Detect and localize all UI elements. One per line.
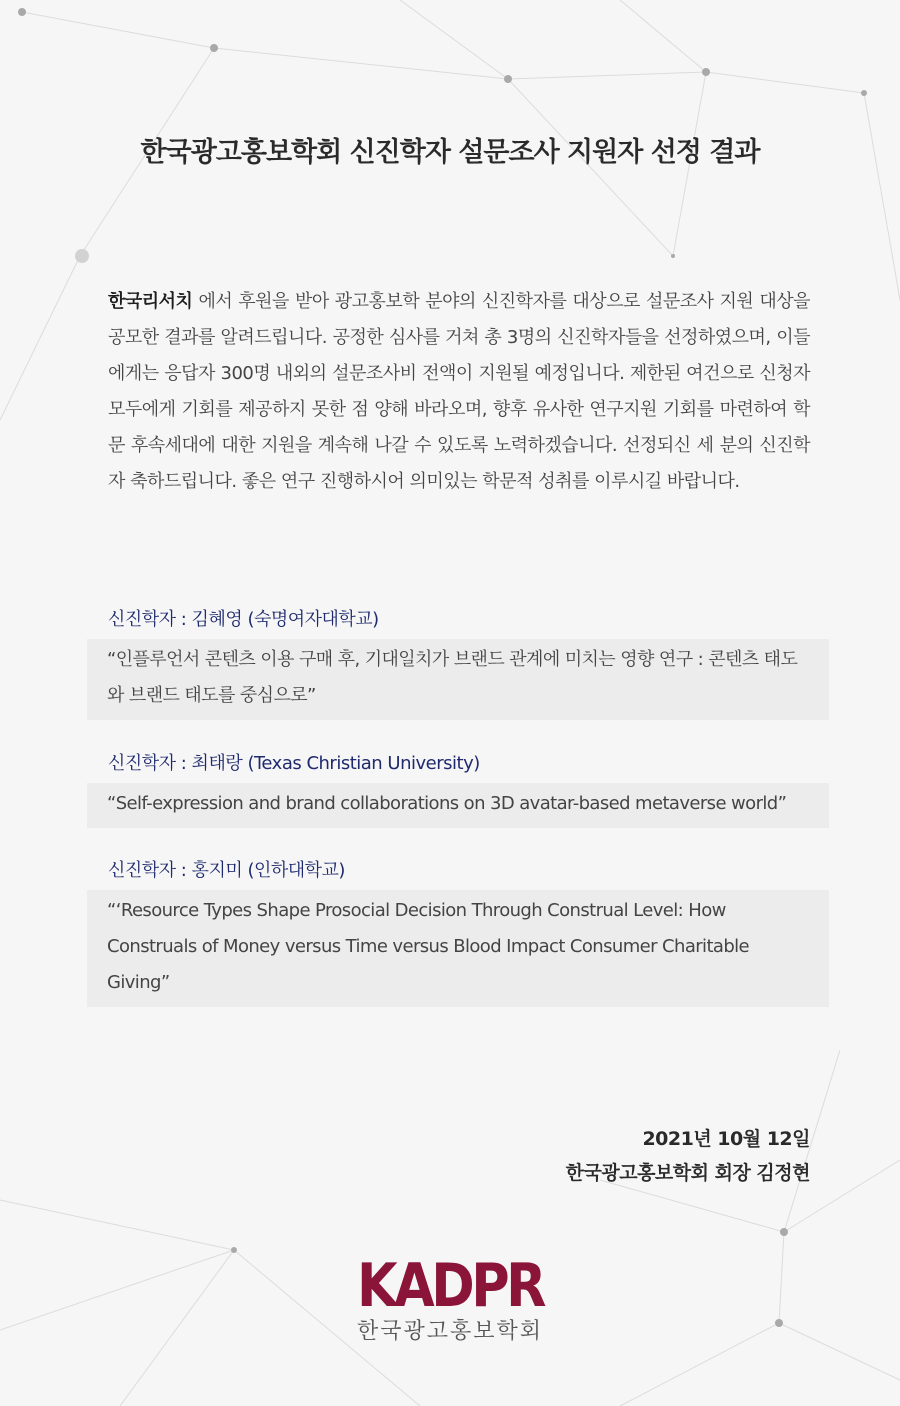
issue-date: 2021년 10월 12일	[642, 1128, 810, 1150]
research-title-box: “인플루언서 콘텐츠 이용 구매 후, 기대일치가 브랜드 관계에 미치는 영향 연구 : 콘텐츠 태도와 브랜드 태도를 중심으로”	[87, 639, 829, 720]
awardee-entry-1	[0, 607, 900, 720]
awardee-label: 신진학자 : 최태랑 (Texas Christian University)	[108, 753, 480, 774]
research-title-box: “Self-expression and brand collaborations on 3D avatar-based metaverse world”	[87, 783, 829, 828]
logo-society-name: 한국광고홍보학회	[356, 1319, 544, 1344]
sponsor-name: 한국리서치	[108, 291, 193, 312]
page-title: 한국광고홍보학회 신진학자 설문조사 지원자 선정 결과	[140, 137, 760, 168]
research-title-box: “‘Resource Types Shape Prosocial Decision Through Construal Level: How Construals of Money versus Time versus Blood Impact Consumer Charitable Giving”	[87, 890, 829, 1007]
signer-name: 한국광고홍보학회 회장 김정현	[565, 1162, 810, 1184]
kadpr-logo-mark	[355, 1251, 546, 1321]
kadpr-logo	[355, 1251, 546, 1354]
intro-paragraph	[108, 284, 810, 500]
intro-body: 에서 후원을 받아 광고홍보학 분야의 신진학자를 대상으로 설문조사 지원 대상을 공모한 결과를 알려드립니다. 공정한 심사를 거쳐 총 3명의 신진학자들을 선정하였으며, 이들에게는 응답자 300명 내외의 설문조사비 전액이 지원될 예정입니다. 제한된 여건으로 신청자 모두에게 기회를 제공하지 못한 점 양해 바라오며, 향후 유사한 연구지원 기회를 마련하여 학문 후속세대에 대한 지원을 계속해 나갈 수 있도록 노력하겠습니다. 선정되신 세 분의 신진학자 축하드립니다. 좋은 연구 진행하시어 의미있는 학문적 성취를 이루시길 바랍니다.	[108, 291, 810, 492]
signature-block	[566, 1122, 810, 1190]
kadpr-logo-letters: KADPR	[357, 1251, 546, 1321]
awardee-entry-3	[0, 858, 900, 1007]
awardee-entry-2	[0, 751, 900, 828]
awardee-label: 신진학자 : 김혜영 (숙명여자대학교)	[108, 609, 379, 630]
awardee-label: 신진학자 : 홍지미 (인하대학교)	[108, 860, 345, 881]
